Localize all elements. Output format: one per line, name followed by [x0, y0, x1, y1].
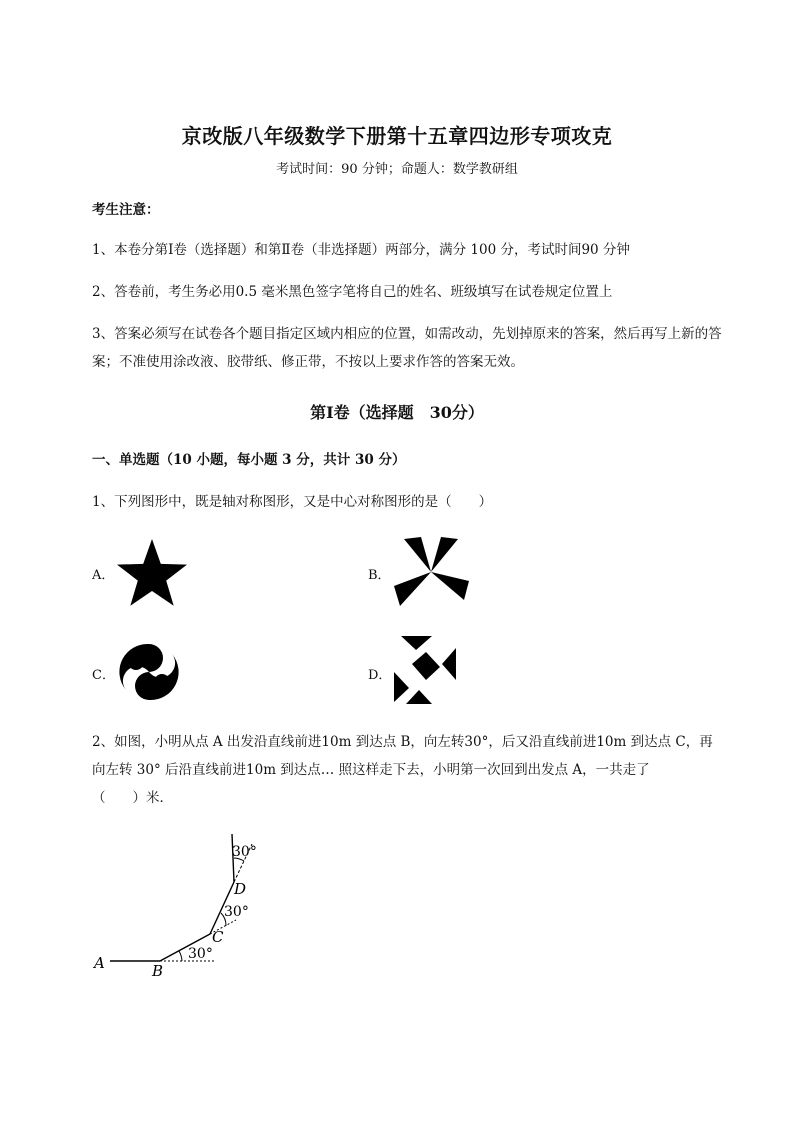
question-2-line-1: 2、如图，小明从点 A 出发沿直线前进10m 到达点 B，向左转30°，后又沿直线前进10m 到达点 C，再	[92, 734, 713, 750]
point-b-label: B	[152, 962, 164, 980]
option-d-label[interactable]: D．	[368, 668, 392, 683]
page-subtitle: 考试时间：90 分钟；命题人：数学教研组	[276, 162, 518, 177]
point-a-label: A	[94, 954, 105, 972]
option-a-label[interactable]: A．	[92, 568, 115, 583]
comma-shape-icon	[116, 640, 182, 704]
notice-heading: 考生注意：	[92, 202, 160, 218]
point-c-label: C	[212, 928, 224, 946]
notice-item-2: 2、答卷前，考生务必用0.5 毫米黑色签字笔将自己的姓名、班级填写在试卷规定位置上	[92, 284, 613, 300]
angle-b-label: 30°	[188, 946, 213, 962]
star-shape-icon	[114, 536, 190, 610]
walking-path-figure	[88, 830, 278, 980]
angle-arc-b	[179, 951, 182, 961]
part-heading: 一、单选题（10 小题，每小题 3 分，共计 30 分）	[92, 452, 406, 468]
angle-c-label: 30°	[224, 904, 249, 920]
pinwheel-shape-icon	[392, 536, 470, 608]
question-1-text: 1、下列图形中，既是轴对称图形，又是中心对称图形的是（ ）	[92, 494, 493, 510]
question-2-line-3: （ ）米．	[92, 790, 173, 806]
triangle-square-shape-icon	[392, 634, 460, 706]
question-2-line-2: 向左转 30° 后沿直线前进10m 到达点… 照这样走下去，小明第一次回到出发点 A，一共走了	[92, 762, 650, 778]
option-b-label[interactable]: B．	[368, 568, 391, 583]
option-c-label[interactable]: C．	[92, 668, 115, 683]
notice-item-1: 1、本卷分第Ⅰ卷（选择题）和第Ⅱ卷（非选择题）两部分，满分 100 分，考试时间90 分钟	[92, 242, 630, 258]
point-d-label: D	[234, 880, 247, 898]
notice-item-3: 3、答案必须写在试卷各个题目指定区域内相应的位置，如需改动，先划掉原来的答案，然后再写上新的答案；不准使用涂改液、胶带纸、修正带，不按以上要求作答的答案无效。	[92, 326, 722, 370]
section-title: 第Ⅰ卷（选择题 30分）	[310, 403, 484, 422]
page-title: 京改版八年级数学下册第十五章四边形专项攻克	[181, 124, 613, 148]
angle-d-label: 30°	[232, 844, 257, 860]
